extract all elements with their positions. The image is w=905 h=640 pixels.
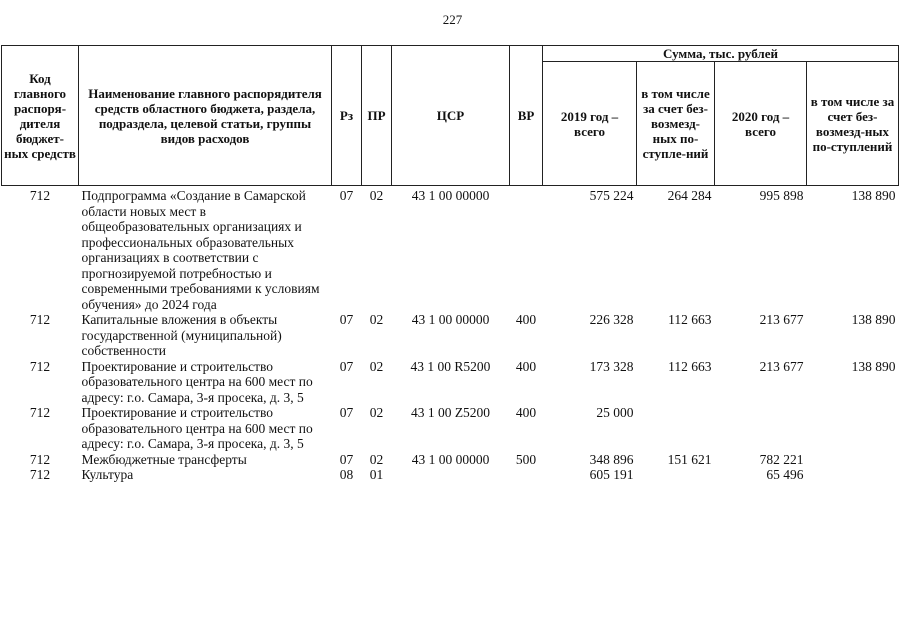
cell-2020-total: 995 898 — [759, 188, 804, 203]
cell-2019-free: 264 284 — [667, 188, 712, 203]
cell-name: Межбюджетные трансферты — [81, 451, 247, 467]
cell-rz: 08 — [339, 467, 354, 482]
cell-2019-free: 112 663 — [668, 358, 712, 374]
cell-name: Культура — [81, 467, 134, 482]
cell-2019-free — [637, 467, 715, 483]
cell-code: 712 — [29, 405, 51, 420]
cell-csr — [392, 467, 510, 483]
cell-rz: 07 — [339, 358, 354, 374]
cell-code: 712 — [29, 358, 51, 374]
cell-vr — [510, 467, 543, 483]
table-row — [2, 405, 899, 452]
cell-2020-free — [807, 405, 899, 452]
cell-2019-free: 112 663 — [668, 312, 712, 327]
cell-name: Проектирование и строительство образовательного центра на 600 мест по адресу: г.о. Самара, 3-я просека, д. 3, 5 — [81, 405, 313, 451]
header-2019-free: в том числе за счет без-возмезд-ных по-ступле-ний — [637, 62, 715, 186]
cell-2020-total — [715, 405, 807, 452]
cell-rz: 07 — [339, 451, 354, 467]
header-rz: Рз — [332, 46, 362, 186]
cell-code: 712 — [29, 451, 51, 467]
cell-vr: 400 — [515, 312, 537, 327]
header-vr: ВР — [510, 46, 543, 186]
cell-name: Проектирование и строительство образовательного центра на 600 мест по адресу: г.о. Самара, 3-я просека, д. 3, 5 — [81, 358, 313, 405]
cell-vr — [510, 186, 543, 313]
cell-2019-total: 575 224 — [589, 188, 634, 203]
cell-pr: 01 — [369, 467, 384, 482]
page-number: 227 — [442, 12, 463, 27]
table-row — [2, 359, 899, 406]
header-2019-total: 2019 год – всего — [543, 62, 637, 186]
budget-table — [1, 45, 899, 483]
cell-rz: 07 — [339, 188, 354, 203]
cell-rz: 07 — [339, 312, 354, 327]
header-name: Наименование главного распорядителя средств областного бюджета, раздела, подраздела, целевой статьи, группы видов расходов — [79, 46, 332, 186]
cell-2020-total: 213 677 — [759, 312, 804, 327]
cell-rz: 07 — [339, 405, 354, 420]
cell-2019-free — [637, 405, 715, 452]
table-row — [2, 186, 899, 313]
header-sum-group: Сумма, тыс. рублей — [543, 46, 899, 62]
cell-2019-total: 348 896 — [589, 451, 634, 467]
cell-2020-free: 138 890 — [851, 312, 896, 327]
cell-vr: 400 — [515, 405, 537, 420]
cell-code: 712 — [29, 312, 51, 327]
table-row — [2, 312, 899, 359]
header-2020-free: в том числе за счет без-возмезд-ных по-ступлений — [807, 62, 899, 186]
cell-2020-total: 213 677 — [759, 358, 804, 374]
cell-csr: 43 1 00 00000 — [411, 188, 490, 203]
cell-2019-total: 605 191 — [589, 467, 634, 482]
cell-2019-total: 25 000 — [596, 405, 634, 420]
cell-vr: 500 — [515, 451, 537, 467]
cell-pr: 02 — [369, 188, 384, 203]
cell-pr: 02 — [369, 451, 384, 467]
header-2020-total: 2020 год – всего — [715, 62, 807, 186]
cell-2020-total: 65 496 — [766, 467, 804, 482]
header-csr: ЦСР — [392, 46, 510, 186]
cell-csr: 43 1 00 00000 — [411, 312, 490, 327]
cell-pr: 02 — [369, 312, 384, 327]
cell-2020-free: 138 890 — [851, 188, 896, 203]
cell-2020-total: 782 221 — [759, 451, 804, 467]
cell-name: Капитальные вложения в объекты государственной (муниципальной) собственности — [81, 312, 282, 358]
table-row — [2, 452, 899, 468]
cell-2019-free: 151 621 — [667, 451, 712, 467]
cell-2019-total: 226 328 — [589, 312, 634, 327]
cell-code: 712 — [29, 188, 51, 203]
table-row — [2, 467, 899, 483]
cell-2020-free — [807, 452, 899, 468]
cell-vr: 400 — [515, 358, 537, 374]
header-pr: ПР — [362, 46, 392, 186]
cell-pr: 02 — [369, 358, 384, 374]
cell-2020-free — [807, 467, 899, 483]
cell-csr: 43 1 00 00000 — [411, 451, 490, 467]
header-code: Код главного распоря-дителя бюджет-ных средств — [2, 46, 79, 186]
cell-2020-free: 138 890 — [851, 358, 896, 374]
cell-name: Подпрограмма «Создание в Самарской области новых мест в общеобразовательных организациях и профессиональных образовательных организациях в соответствии с прогнозируемой потребностью и современными требованиями к условиям обучения» до 2024 года — [81, 188, 320, 312]
cell-csr: 43 1 00 R5200 — [410, 358, 491, 374]
cell-pr: 02 — [369, 405, 384, 420]
cell-csr: 43 1 00 Z5200 — [410, 405, 491, 420]
cell-2019-total: 173 328 — [589, 358, 634, 374]
cell-code: 712 — [29, 467, 51, 482]
